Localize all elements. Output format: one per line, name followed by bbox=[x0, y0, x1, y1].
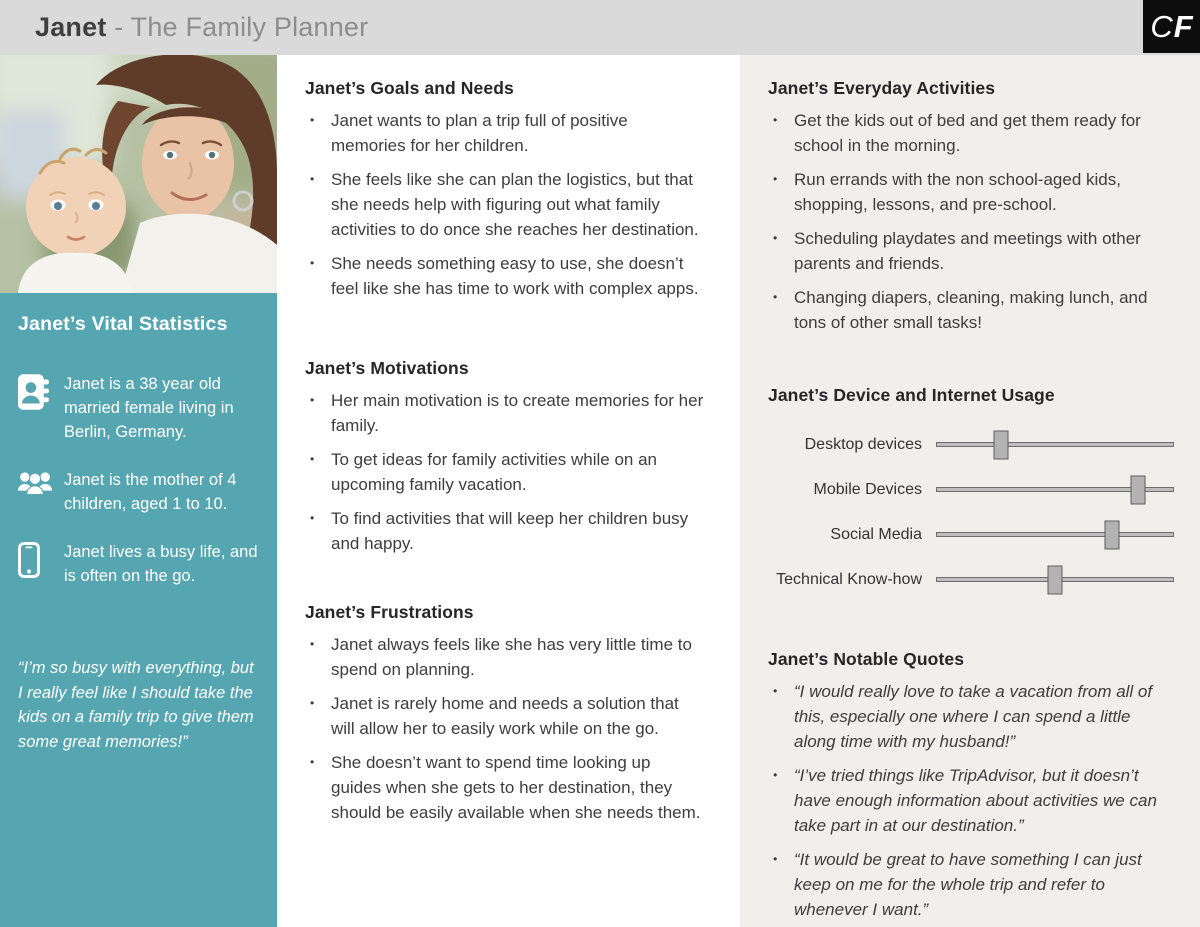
motivations-title: Janet’s Motivations bbox=[305, 358, 469, 378]
mobile-phone-icon bbox=[18, 540, 52, 588]
header-bar bbox=[0, 0, 1200, 55]
slider-track[interactable] bbox=[936, 577, 1174, 582]
slider-label: Desktop devices bbox=[804, 435, 922, 453]
vital-item-text: Janet lives a busy life, and is often on the go. bbox=[64, 543, 258, 585]
list-item: • “It would be great to have something I can just keep on me for the whole trip and refer to whenever I want.” bbox=[768, 847, 1174, 922]
family-icon bbox=[18, 468, 52, 516]
list-item: • Scheduling playdates and meetings with other parents and friends. bbox=[768, 226, 1174, 276]
section-activities bbox=[768, 78, 1174, 335]
slider-label: Technical Know-how bbox=[776, 570, 922, 588]
list-item: • Janet is rarely home and needs a solution that will allow her to easily work while on the go. bbox=[305, 691, 704, 741]
logo-letter-c: C bbox=[1150, 9, 1173, 44]
section-notable-quotes bbox=[768, 649, 1174, 922]
right-column bbox=[740, 55, 1200, 927]
slider-label: Mobile Devices bbox=[813, 480, 922, 498]
slider-row-mobile bbox=[768, 467, 1174, 512]
list-item: • Run errands with the non school-aged kids, shopping, lessons, and pre-school. bbox=[768, 167, 1174, 217]
frustrations-title: Janet’s Frustrations bbox=[305, 602, 474, 622]
vital-item-family bbox=[18, 468, 259, 516]
sidebar bbox=[0, 55, 277, 927]
cf-logo bbox=[1143, 0, 1200, 53]
slider-handle[interactable] bbox=[1048, 565, 1063, 594]
usage-sliders bbox=[768, 422, 1174, 602]
list-item: • Get the kids out of bed and get them ready for school in the morning. bbox=[768, 108, 1174, 158]
slider-handle[interactable] bbox=[1130, 475, 1145, 504]
quotes-list bbox=[768, 679, 1174, 922]
persona-name: Janet bbox=[35, 12, 107, 42]
list-item: • She doesn’t want to spend time looking up guides when she gets to her destination, they should be easily available when she needs them. bbox=[305, 750, 704, 825]
slider-row-technical bbox=[768, 557, 1174, 602]
list-item: • To find activities that will keep her children busy and happy. bbox=[305, 506, 704, 556]
activities-list bbox=[768, 108, 1174, 335]
vital-statistics-panel bbox=[0, 293, 277, 927]
list-item: • To get ideas for family activities while on an upcoming family vacation. bbox=[305, 447, 704, 497]
persona-role: - The Family Planner bbox=[106, 12, 369, 42]
section-frustrations bbox=[305, 602, 704, 825]
logo-letter-f: F bbox=[1173, 9, 1193, 44]
list-item: • “I would really love to take a vacation from all of this, especially one where I can spend a little along time with my husband!” bbox=[768, 679, 1174, 754]
slider-track[interactable] bbox=[936, 487, 1174, 492]
list-item: • “I’ve tried things like TripAdvisor, but it doesn’t have enough information about activities we can take part in at our destination.” bbox=[768, 763, 1174, 838]
list-item: • Changing diapers, cleaning, making lunch, and tons of other small tasks! bbox=[768, 285, 1174, 335]
slider-row-desktop bbox=[768, 422, 1174, 467]
slider-label: Social Media bbox=[830, 525, 922, 543]
contact-card-icon bbox=[18, 372, 52, 444]
vital-item-text: Janet is the mother of 4 children, aged 1 to 10. bbox=[64, 471, 237, 513]
persona-photo bbox=[0, 55, 277, 293]
goals-title: Janet’s Goals and Needs bbox=[305, 78, 514, 98]
activities-title: Janet’s Everyday Activities bbox=[768, 78, 996, 98]
list-item: • Janet wants to plan a trip full of positive memories for her children. bbox=[305, 108, 704, 158]
section-motivations bbox=[305, 358, 704, 556]
list-item: • She needs something easy to use, she doesn’t feel like she has time to work with complex apps. bbox=[305, 251, 704, 301]
sidebar-quote: “I’m so busy with everything, but I really feel like I should take the kids on a family trip to give them some great memories!” bbox=[18, 659, 254, 751]
slider-track[interactable] bbox=[936, 532, 1174, 537]
slider-handle[interactable] bbox=[1104, 520, 1119, 549]
list-item: • Janet always feels like she has very little time to spend on planning. bbox=[305, 632, 704, 682]
main-column bbox=[277, 55, 740, 927]
vital-item-lifestyle bbox=[18, 540, 259, 588]
list-item: • She feels like she can plan the logistics, but that she needs help with figuring out what family activities to do once she reaches her destination. bbox=[305, 167, 704, 242]
slider-handle[interactable] bbox=[993, 430, 1008, 459]
section-device-usage bbox=[768, 385, 1174, 602]
vital-item-demographics bbox=[18, 372, 259, 444]
goals-list bbox=[305, 108, 704, 301]
notable-quotes-title: Janet’s Notable Quotes bbox=[768, 649, 965, 669]
mother-and-baby-illustration bbox=[0, 55, 277, 293]
vital-item-text: Janet is a 38 year old married female living in Berlin, Germany. bbox=[64, 375, 234, 441]
slider-track[interactable] bbox=[936, 442, 1174, 447]
vital-statistics-title: Janet’s Vital Statistics bbox=[18, 313, 228, 335]
frustrations-list bbox=[305, 632, 704, 825]
slider-row-social bbox=[768, 512, 1174, 557]
device-usage-title: Janet’s Device and Internet Usage bbox=[768, 385, 1055, 405]
page-title bbox=[35, 0, 368, 55]
section-goals bbox=[305, 78, 704, 301]
list-item: • Her main motivation is to create memories for her family. bbox=[305, 388, 704, 438]
motivations-list bbox=[305, 388, 704, 556]
